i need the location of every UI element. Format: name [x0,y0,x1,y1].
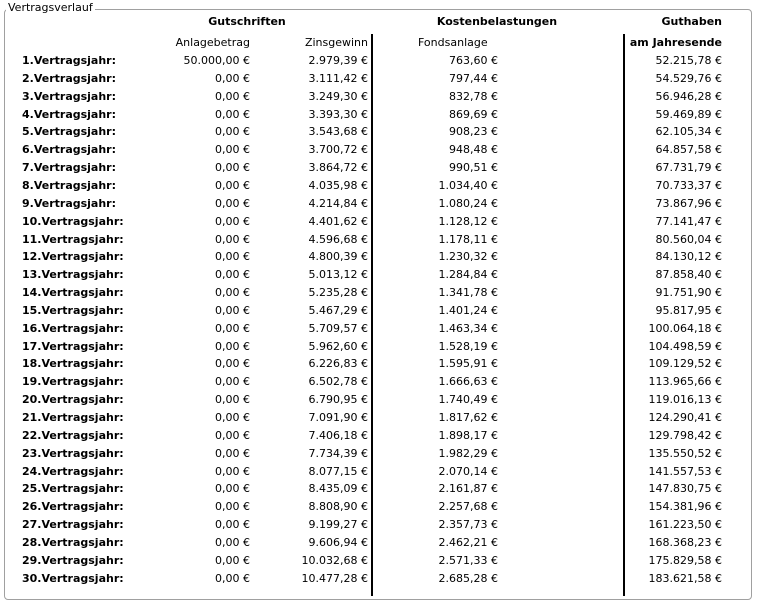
guthaben-cell: 161.223,50 € [648,518,722,532]
anlagebetrag-cell: 0,00 € [215,232,250,246]
guthaben-cell: 119.016,13 € [648,393,722,407]
anlagebetrag-cell: 0,00 € [215,571,250,585]
anlagebetrag-cell: 0,00 € [215,464,250,478]
row-label: 12.Vertragsjahr: [22,250,124,264]
header-guthaben: Guthaben [661,15,722,28]
fondsanlage-cell: 1.341,78 € [438,286,498,300]
guthaben-cell: 64.857,58 € [655,143,722,157]
guthaben-cell: 73.867,96 € [655,196,722,210]
zinsgewinn-cell: 6.502,78 € [308,375,368,389]
fondsanlage-cell: 1.178,11 € [438,232,498,246]
anlagebetrag-cell: 0,00 € [215,107,250,121]
fondsanlage-cell: 2.571,33 € [438,553,498,567]
zinsgewinn-cell: 3.700,72 € [308,143,368,157]
row-label: 29.Vertragsjahr: [22,553,124,567]
guthaben-cell: 95.817,95 € [655,303,722,317]
anlagebetrag-cell: 0,00 € [215,71,250,85]
row-label: 15.Vertragsjahr: [22,303,124,317]
zinsgewinn-cell: 5.013,12 € [308,268,368,282]
zinsgewinn-cell: 8.808,90 € [308,500,368,514]
fondsanlage-cell: 2.685,28 € [438,571,498,585]
row-label: 24.Vertragsjahr: [22,464,124,478]
fondsanlage-cell: 832,78 € [449,89,498,103]
table-row [0,498,758,516]
fondsanlage-cell: 1.817,62 € [438,411,498,424]
table-row [0,106,758,124]
table-row [0,177,758,195]
row-label: 10.Vertragsjahr: [22,214,124,228]
row-label: 14.Vertragsjahr: [22,286,124,300]
guthaben-cell: 147.830,75 € [648,482,722,496]
anlagebetrag-cell: 0,00 € [215,250,250,264]
zinsgewinn-cell: 3.249,30 € [308,89,368,103]
anlagebetrag-cell: 0,00 € [215,303,250,317]
fondsanlage-cell: 2.070,14 € [438,464,498,478]
header-fondsanlage: Fondsanlage [418,36,488,49]
fondsanlage-cell: 1.230,32 € [438,250,498,264]
zinsgewinn-cell: 6.226,83 € [308,357,368,371]
zinsgewinn-cell: 8.077,15 € [308,464,368,478]
anlagebetrag-cell: 0,00 € [215,89,250,103]
guthaben-cell: 168.368,23 € [648,535,722,549]
guthaben-cell: 124.290,41 € [648,411,722,424]
table-row [0,52,758,70]
fondsanlage-cell: 1.740,49 € [438,393,498,407]
table-row [0,302,758,320]
zinsgewinn-cell: 5.235,28 € [308,286,368,300]
anlagebetrag-cell: 0,00 € [215,393,250,407]
zinsgewinn-cell: 8.435,09 € [308,482,368,496]
table-row [0,516,758,534]
guthaben-cell: 84.130,12 € [655,250,722,264]
table-row [0,248,758,266]
row-label: 27.Vertragsjahr: [22,518,124,532]
fondsanlage-cell: 2.462,21 € [438,535,498,549]
row-label: 23.Vertragsjahr: [22,446,124,460]
row-label: 2.Vertragsjahr: [22,71,117,85]
fondsanlage-cell: 1.982,29 € [438,446,498,460]
table-row [0,463,758,481]
table-row [0,88,758,106]
guthaben-cell: 113.965,66 € [648,375,722,389]
fondsanlage-cell: 948,48 € [449,143,498,157]
zinsgewinn-cell: 5.962,60 € [308,339,368,353]
guthaben-cell: 52.215,78 € [655,54,722,67]
fondsanlage-cell: 1.898,17 € [438,428,498,442]
anlagebetrag-cell: 50.000,00 € [183,54,250,67]
guthaben-cell: 154.381,96 € [648,500,722,514]
zinsgewinn-cell: 10.477,28 € [301,571,368,585]
zinsgewinn-cell: 7.406,18 € [308,428,368,442]
zinsgewinn-cell: 3.393,30 € [308,107,368,121]
guthaben-cell: 183.621,58 € [648,571,722,585]
table-row [0,284,758,302]
guthaben-cell: 100.064,18 € [648,321,722,335]
fondsanlage-cell: 1.284,84 € [438,268,498,282]
guthaben-cell: 67.731,79 € [655,161,722,175]
fondsanlage-cell: 1.463,34 € [438,321,498,335]
row-label: 30.Vertragsjahr: [22,571,124,585]
table-row [0,320,758,338]
guthaben-cell: 175.829,58 € [648,553,722,567]
zinsgewinn-cell: 5.467,29 € [308,303,368,317]
table-row [0,141,758,159]
table-row [0,534,758,552]
guthaben-cell: 135.550,52 € [648,446,722,460]
guthaben-cell: 59.469,89 € [655,107,722,121]
anlagebetrag-cell: 0,00 € [215,357,250,371]
row-label: 20.Vertragsjahr: [22,393,124,407]
header-zinsgewinn: Zinsgewinn [304,36,368,49]
panel-title: Vertragsverlauf [8,1,93,14]
anlagebetrag-cell: 0,00 € [215,268,250,282]
row-label: 25.Vertragsjahr: [22,482,124,496]
fondsanlage-cell: 2.257,68 € [438,500,498,514]
table-row [0,445,758,463]
row-label: 21.Vertragsjahr: [22,411,124,424]
zinsgewinn-cell: 6.790,95 € [308,393,368,407]
row-label: 28.Vertragsjahr: [22,535,124,549]
table-row [0,570,758,588]
fondsanlage-cell: 1.528,19 € [438,339,498,353]
anlagebetrag-cell: 0,00 € [215,321,250,335]
anlagebetrag-cell: 0,00 € [215,428,250,442]
table-row [0,480,758,498]
fondsanlage-cell: 1.080,24 € [438,196,498,210]
fondsanlage-cell: 1.595,91 € [438,357,498,371]
fondsanlage-cell: 1.666,63 € [438,375,498,389]
row-label: 3.Vertragsjahr: [22,89,117,103]
anlagebetrag-cell: 0,00 € [215,482,250,496]
guthaben-cell: 62.105,34 € [655,125,722,139]
anlagebetrag-cell: 0,00 € [215,553,250,567]
anlagebetrag-cell: 0,00 € [215,214,250,228]
header-am-jahresende: am Jahresende [629,36,722,49]
table-row [0,409,758,427]
guthaben-cell: 129.798,42 € [648,428,722,442]
zinsgewinn-cell: 4.800,39 € [308,250,368,264]
guthaben-cell: 77.141,47 € [655,214,722,228]
zinsgewinn-cell: 3.111,42 € [308,71,368,85]
anlagebetrag-cell: 0,00 € [215,500,250,514]
row-label: 4.Vertragsjahr: [22,107,117,121]
row-label: 11.Vertragsjahr: [22,232,124,246]
zinsgewinn-cell: 2.979,39 € [308,54,368,67]
anlagebetrag-cell: 0,00 € [215,375,250,389]
table-row [0,231,758,249]
fondsanlage-cell: 1.034,40 € [438,178,498,192]
row-label: 18.Vertragsjahr: [22,357,124,371]
guthaben-cell: 91.751,90 € [655,286,722,300]
zinsgewinn-cell: 5.709,57 € [308,321,368,335]
anlagebetrag-cell: 0,00 € [215,411,250,424]
anlagebetrag-cell: 0,00 € [215,535,250,549]
anlagebetrag-cell: 0,00 € [215,286,250,300]
table-row [0,552,758,570]
guthaben-cell: 54.529,76 € [655,71,722,85]
zinsgewinn-cell: 4.596,68 € [308,232,368,246]
anlagebetrag-cell: 0,00 € [215,446,250,460]
zinsgewinn-cell: 4.214,84 € [308,196,368,210]
guthaben-cell: 109.129,52 € [648,357,722,371]
row-label: 7.Vertragsjahr: [22,161,117,175]
anlagebetrag-cell: 0,00 € [215,178,250,192]
zinsgewinn-cell: 4.035,98 € [308,178,368,192]
fondsanlage-cell: 869,69 € [449,107,498,121]
row-label: 5.Vertragsjahr: [22,125,117,139]
row-label: 26.Vertragsjahr: [22,500,124,514]
table-row [0,427,758,445]
table-row [0,266,758,284]
zinsgewinn-cell: 9.606,94 € [308,535,368,549]
row-label: 8.Vertragsjahr: [22,178,117,192]
anlagebetrag-cell: 0,00 € [215,339,250,353]
anlagebetrag-cell: 0,00 € [215,196,250,210]
fondsanlage-cell: 1.128,12 € [438,214,498,228]
row-label: 22.Vertragsjahr: [22,428,124,442]
zinsgewinn-cell: 10.032,68 € [301,553,368,567]
anlagebetrag-cell: 0,00 € [215,125,250,139]
fondsanlage-cell: 2.357,73 € [438,518,498,532]
row-label: 19.Vertragsjahr: [22,375,124,389]
zinsgewinn-cell: 3.864,72 € [308,161,368,175]
anlagebetrag-cell: 0,00 € [215,518,250,532]
fondsanlage-cell: 908,23 € [449,125,498,139]
guthaben-cell: 87.858,40 € [655,268,722,282]
guthaben-cell: 70.733,37 € [655,178,722,192]
row-label: 13.Vertragsjahr: [22,268,124,282]
anlagebetrag-cell: 0,00 € [215,161,250,175]
guthaben-cell: 80.560,04 € [655,232,722,246]
zinsgewinn-cell: 7.734,39 € [308,446,368,460]
fondsanlage-cell: 763,60 € [449,54,498,67]
row-label: 17.Vertragsjahr: [22,339,124,353]
table-row [0,70,758,88]
guthaben-cell: 141.557,53 € [648,464,722,478]
zinsgewinn-cell: 4.401,62 € [308,214,368,228]
table-row [0,213,758,231]
table-row [0,355,758,373]
fondsanlage-cell: 990,51 € [449,161,498,175]
guthaben-cell: 104.498,59 € [648,339,722,353]
row-label: 9.Vertragsjahr: [22,196,117,210]
row-label: 16.Vertragsjahr: [22,321,124,335]
guthaben-cell: 56.946,28 € [655,89,722,103]
table-row [0,338,758,356]
header-kostenbelastungen: Kostenbelastungen [436,15,558,28]
zinsgewinn-cell: 3.543,68 € [308,125,368,139]
header-anlagebetrag: Anlagebetrag [175,36,250,49]
table-row [0,195,758,213]
table-row [0,373,758,391]
zinsgewinn-cell: 9.199,27 € [308,518,368,532]
table-row [0,159,758,177]
fondsanlage-cell: 1.401,24 € [438,303,498,317]
header-gutschriften: Gutschriften [208,15,286,28]
row-label: 1.Vertragsjahr: [22,54,117,67]
fondsanlage-cell: 797,44 € [449,71,498,85]
anlagebetrag-cell: 0,00 € [215,143,250,157]
zinsgewinn-cell: 7.091,90 € [308,411,368,424]
table-row [0,123,758,141]
table-row [0,391,758,409]
fondsanlage-cell: 2.161,87 € [438,482,498,496]
row-label: 6.Vertragsjahr: [22,143,117,157]
